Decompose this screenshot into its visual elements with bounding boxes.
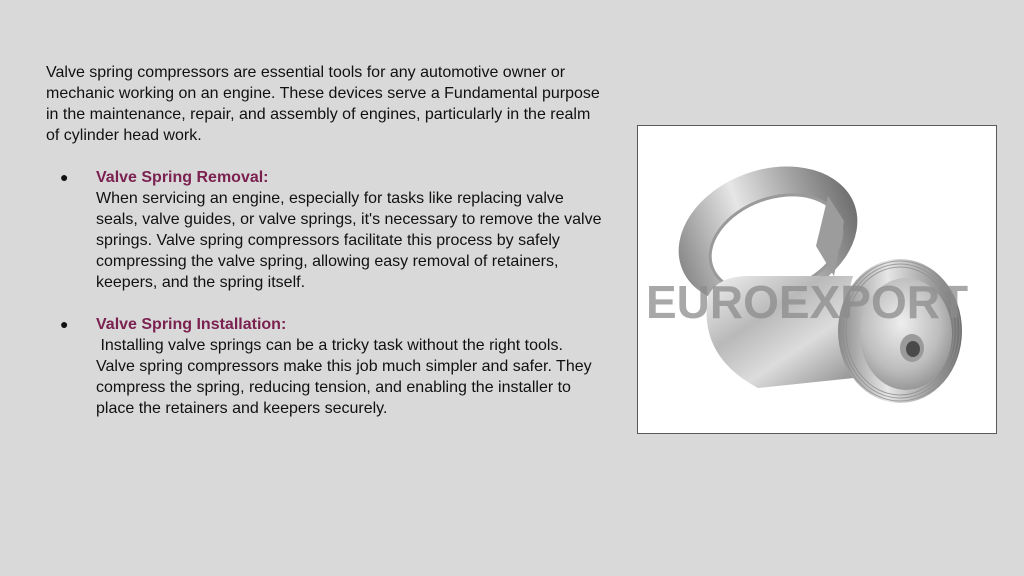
bullet-heading: Valve Spring Removal: [96,169,269,186]
intro-paragraph: Valve spring compressors are essential tools for any automotive owner or mechanic working on an engine. These devices serve a Fundamental purpose in the maintenance, repair, and assembly of engines, particularly in the realm of cylinder head work. [46,64,600,144]
bullet-dot-icon: ● [60,316,69,332]
list-item [46,314,606,419]
list-item [46,167,606,293]
product-photo [637,125,997,434]
metal-adapter-part-icon [638,126,996,433]
bullet-body: When servicing an engine, especially for tasks like replacing valve seals, valve guides, or valve springs, it's necessary to remove the valve springs. Valve spring compressors facilitate this process by safely compressing the valve spring, allowing easy removal of retainers, keepers, and the spring itself. [96,190,606,291]
bullet-body: Installing valve springs can be a tricky task without the right tools. Valve spring compressors make this job much simpler and safer. They compress the spring, reducing tension, and enabling the installer to place the retainers and keepers securely. [96,337,597,417]
bullet-dot-icon: ● [60,169,69,185]
watermark-text: EUROEXPORT [646,276,969,328]
bullet-list [46,167,606,440]
bullet-heading: Valve Spring Installation: [96,316,287,333]
